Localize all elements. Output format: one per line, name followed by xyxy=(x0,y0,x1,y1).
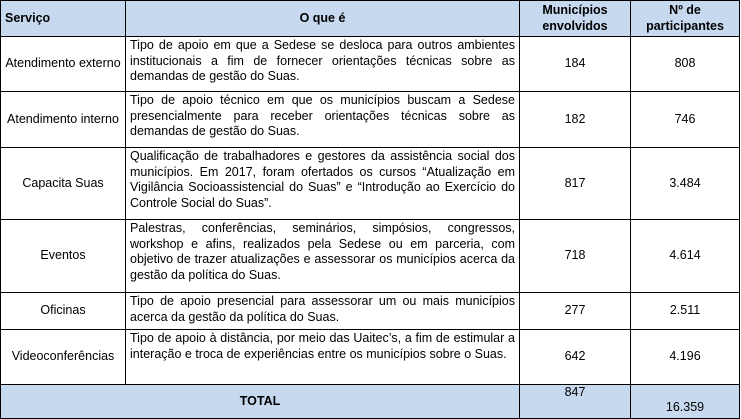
service-name: Oficinas xyxy=(1,293,126,330)
table-row xyxy=(1,37,740,92)
total-participantes: 16.359 xyxy=(631,385,740,419)
header-participantes: Nº de participantes xyxy=(631,1,740,37)
service-description: Tipo de apoio técnico em que os municípios buscam a Sedese presencialmente para receber orientações técnicas sobre as demandas de gestão do Suas. xyxy=(126,92,520,148)
service-description: Tipo de apoio presencial para assessorar um ou mais municípios acerca da gestão da política do Suas. xyxy=(126,293,520,330)
table-row xyxy=(1,330,740,385)
service-name: Capacita Suas xyxy=(1,148,126,220)
service-description: Palestras, conferências, seminários, simpósios, congressos, workshop e afins, realizados pela Sedese ou em parceria, com objetivo de trazer atualizações e assessorar os municípios acerca da gestão da política do Suas. xyxy=(126,220,520,293)
header-row xyxy=(1,1,740,37)
header-servico: Serviço xyxy=(1,1,126,37)
table-row xyxy=(1,92,740,148)
municipios-value: 642 xyxy=(520,330,631,385)
participantes-value: 3.484 xyxy=(631,148,740,220)
table-row xyxy=(1,220,740,293)
municipios-value: 184 xyxy=(520,37,631,92)
service-name: Videoconferências xyxy=(1,330,126,385)
municipios-value: 817 xyxy=(520,148,631,220)
total-row xyxy=(1,385,740,419)
total-label: TOTAL xyxy=(1,385,520,419)
service-name: Atendimento interno xyxy=(1,92,126,148)
header-o-que-e: O que é xyxy=(126,1,520,37)
table-row xyxy=(1,293,740,330)
participantes-value: 746 xyxy=(631,92,740,148)
service-description: Tipo de apoio à distância, por meio das Uaitec’s, a fim de estimular a interação e troca de experiências entre os municípios sobre o Suas. xyxy=(126,330,520,385)
total-municipios: 847 xyxy=(520,385,631,419)
table-row xyxy=(1,148,740,220)
municipios-value: 718 xyxy=(520,220,631,293)
municipios-value: 277 xyxy=(520,293,631,330)
participantes-value: 4.196 xyxy=(631,330,740,385)
municipios-value: 182 xyxy=(520,92,631,148)
participantes-value: 2.511 xyxy=(631,293,740,330)
participantes-value: 4.614 xyxy=(631,220,740,293)
service-name: Atendimento externo xyxy=(1,37,126,92)
service-description: Qualificação de trabalhadores e gestores da assistência social dos municípios. Em 2017, foram ofertados os cursos “Atualização em Vigilância Socioassistencial do Suas” e “Introdução ao Exercício do Controle Social do Suas”. xyxy=(126,148,520,220)
service-description: Tipo de apoio em que a Sedese se desloca para outros ambientes institucionais a fim de fornecer orientações técnicas sobre as demandas de gestão do Suas. xyxy=(126,37,520,92)
service-name: Eventos xyxy=(1,220,126,293)
participantes-value: 808 xyxy=(631,37,740,92)
header-municipios: Municípios envolvidos xyxy=(520,1,631,37)
